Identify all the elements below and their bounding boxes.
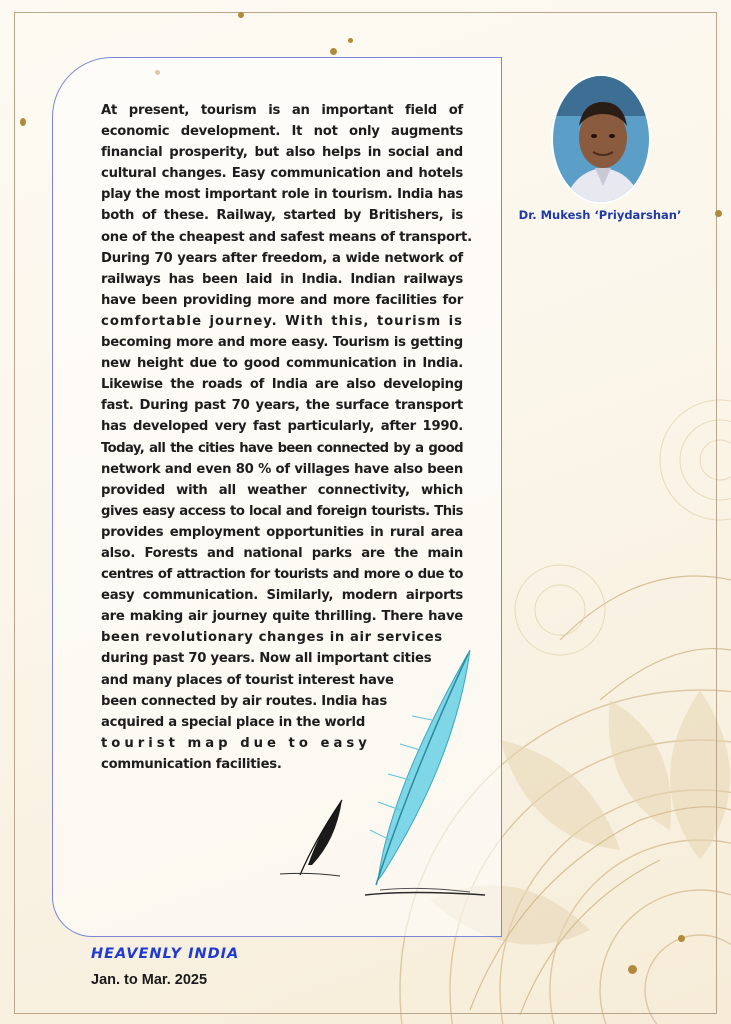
article-line: centres of attraction for tourists and more o due to [101,567,463,583]
article-line: easy communication. Similarly, modern airports [101,588,463,604]
article-line: financial prosperity, but also helps in social and [101,145,463,161]
article-line: new height due to good communication in India. [101,356,463,372]
article-line: network and even 80 % of villages have also been [101,461,463,477]
magazine-title: HEAVENLY INDIA [91,946,240,962]
article-line: gives easy access to local and foreign tourists. This [101,503,463,519]
cyan-feather-icon [370,650,470,885]
article-line: during past 70 years. Now all important cities [101,651,432,667]
quill-feathers-illustration [270,640,490,910]
article-line: acquired a special place in the world [101,714,366,730]
article-line: economic development. It not only augments [101,124,463,140]
article-line: provides employment opportunities in rural area [101,524,463,540]
article-line: has developed very fast particularly, after 1990. [101,419,463,435]
article-line: play the most important role in tourism. India has [101,187,463,203]
article-line: provided with all weather connectivity, which [101,482,463,498]
article-line: communication facilities. [101,756,282,772]
article-line: During 70 years after freedom, a wide network of [101,250,463,266]
article-line: railways has been laid in India. Indian railways [101,271,463,287]
issue-date: Jan. to Mar. 2025 [91,972,208,988]
article-line: becoming more and more easy. Tourism is getting [101,335,463,351]
decor-speck [628,965,637,974]
article-line: tourist map due to easy [101,735,371,751]
article-line: are making air journey quite thrilling. There have [101,609,463,625]
article-line: cultural changes. Easy communication and hotels [101,166,463,182]
article-line: also. Forests and national parks are the main [101,545,463,561]
article-line: have been providing more and more facilities for [101,292,463,308]
decor-speck [20,118,26,126]
article-line: and many places of tourist interest have [101,672,394,688]
decor-speck [678,935,685,942]
black-feather-icon [300,800,342,875]
article-line: At present, tourism is an important field of [101,103,463,118]
decor-speck [238,12,244,18]
decor-speck [348,38,353,43]
author-photo [551,74,651,204]
article-line: fast. During past 70 years, the surface transport [101,398,463,414]
article-line: Likewise the roads of India are also developing [101,377,463,393]
article-line: one of the cheapest and safest means of transport. [101,229,472,245]
article-line: been connected by air routes. India has [101,693,387,709]
article-line: comfortable journey. With this, tourism is [101,313,463,329]
article-line: Today, all the cities have been connected by a good [101,440,463,456]
article-line: been revolutionary changes in air services [101,630,443,646]
article-line: both of these. Railway, started by Britishers, is [101,208,463,224]
decor-speck [715,210,722,217]
decor-speck [330,48,337,55]
author-name: Dr. Mukesh ‘Priydarshan’ [518,208,682,222]
